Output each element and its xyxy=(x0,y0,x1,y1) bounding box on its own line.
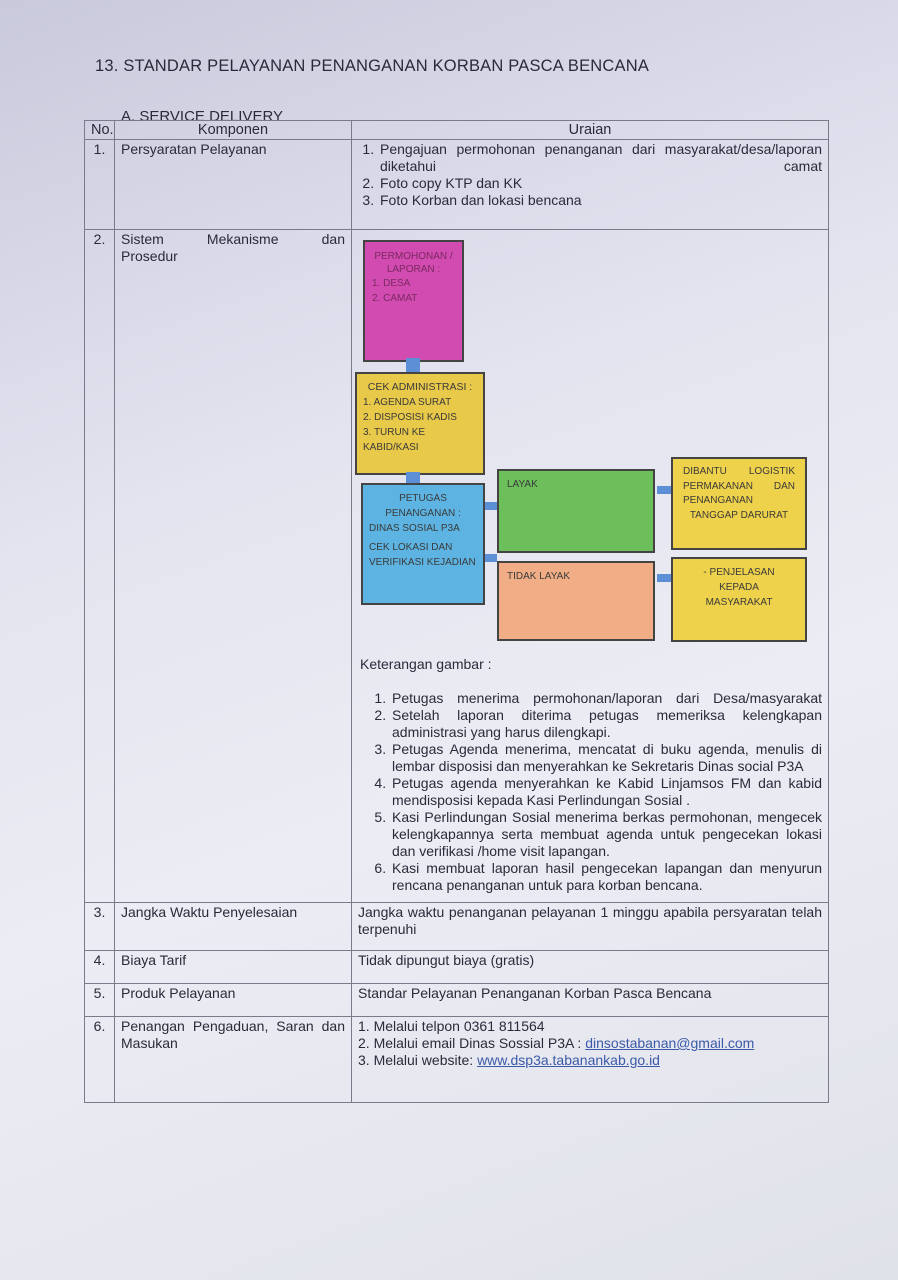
flow-permohonan-item: 1. DESA xyxy=(372,278,411,289)
flow-petugas-line: DINAS SOSIAL P3A xyxy=(369,523,460,534)
row-komponen: Sistem Mekanisme dan Prosedur xyxy=(115,230,352,903)
row-uraian: Tidak dipungut biaya (gratis) xyxy=(352,951,829,984)
flow-permohonan-item: 2. CAMAT xyxy=(372,293,418,304)
arrow-right-icon xyxy=(485,502,497,510)
flow-permohonan-box xyxy=(363,240,464,362)
arrow-right-icon xyxy=(485,554,497,562)
flow-layak-label: LAYAK xyxy=(507,479,538,490)
list-item: 2. Foto copy KTP dan KK xyxy=(378,175,822,192)
flow-cek-admin-title: CEK ADMINISTRASI : xyxy=(367,381,473,393)
flow-permohonan-title: PERMOHONAN / LAPORAN : xyxy=(374,251,453,275)
row-number: 6. xyxy=(85,1017,115,1103)
row-uraian xyxy=(352,140,829,230)
row-uraian: Jangka waktu penanganan pelayanan 1 minggu apabila persyaratan telah terpenuhi xyxy=(352,903,829,951)
list-item: 2. Setelah laporan diterima petugas memeriksa kelengkapan administrasi yang harus dilengkapi. xyxy=(390,707,822,741)
row-komponen: Persyaratan Pelayanan xyxy=(115,140,352,230)
page-title: 13. STANDAR PELAYANAN PENANGANAN KORBAN PASCA BENCANA xyxy=(95,57,650,75)
flow-cek-admin-box xyxy=(355,372,485,475)
row-number: 3. xyxy=(85,903,115,951)
list-item: 6. Kasi membuat laporan hasil pengecekan lapangan dan menyurun rencana penanganan untuk para korban bencana. xyxy=(390,860,822,894)
flow-cek-admin-item: 1. AGENDA SURAT xyxy=(363,397,452,408)
header-no: No. xyxy=(85,121,115,140)
table-row xyxy=(85,951,829,984)
row-komponen: Jangka Waktu Penyelesaian xyxy=(115,903,352,951)
list-item: 5. Kasi Perlindungan Sosial menerima berkas permohonan, mengecek kelengkapannya serta membuat agenda untuk pengecekan lokasi dan verifikasi /home visit lapangan. xyxy=(390,809,822,860)
flow-petugas-title: PETUGAS PENANGANAN : xyxy=(385,493,461,519)
row-uraian xyxy=(352,1017,829,1103)
contact-email: 2. Melalui email Dinas Sossial P3A : dinsostabanan@gmail.com xyxy=(358,1035,755,1051)
table-row xyxy=(85,230,829,903)
table-row xyxy=(85,984,829,1017)
flow-tidak-layak-box xyxy=(497,561,655,641)
table-row xyxy=(85,903,829,951)
keterangan-list xyxy=(360,690,822,894)
flow-cek-admin-item: 2. DISPOSISI KADIS xyxy=(363,412,457,423)
flow-penjelasan-label: - PENJELASAN KEPADA MASYARAKAT xyxy=(703,567,775,608)
row-komponen: Penangan Pengaduan, Saran dan Masukan xyxy=(115,1017,352,1103)
website-link[interactable]: www.dsp3a.tabanankab.go.id xyxy=(477,1052,660,1068)
flow-petugas-box xyxy=(361,483,485,605)
header-uraian: Uraian xyxy=(352,121,829,140)
table-row xyxy=(85,1017,829,1103)
table-header-row xyxy=(85,121,829,140)
section-title: A. SERVICE DELIVERY xyxy=(121,108,284,125)
row-number: 5. xyxy=(85,984,115,1017)
list-item: 4. Petugas agenda menyerahkan ke Kabid Linjamsos FM dan kabid mendisposisi kepada Kasi Perlindungan Sosial . xyxy=(390,775,822,809)
keterangan-title: Keterangan gambar : xyxy=(360,656,492,672)
row-uraian xyxy=(352,230,829,903)
flow-layak-box xyxy=(497,469,655,553)
list-item: 1. Petugas menerima permohonan/laporan dari Desa/masyarakat xyxy=(390,690,822,707)
flowchart xyxy=(360,234,822,644)
flow-dibantu-label: DIBANTU LOGISTIK PERMAKANAN DAN PENANGANAN TANGGAP DARURAT xyxy=(683,466,795,521)
row-number: 4. xyxy=(85,951,115,984)
flow-cek-admin-item: 3. TURUN KE KABID/KASI xyxy=(363,427,426,453)
email-link[interactable]: dinsostabanan@gmail.com xyxy=(585,1035,755,1051)
row-komponen: Biaya Tarif xyxy=(115,951,352,984)
row-komponen: Produk Pelayanan xyxy=(115,984,352,1017)
contact-phone: 1. Melalui telpon 0361 811564 xyxy=(358,1018,545,1034)
row-uraian: Standar Pelayanan Penanganan Korban Pasca Bencana xyxy=(352,984,829,1017)
flow-petugas-line: CEK LOKASI DAN VERIFIKASI KEJADIAN xyxy=(369,542,476,568)
list-item: 3. Petugas Agenda menerima, mencatat di buku agenda, menulis di lembar disposisi dan menyerahkan ke Sekretaris Dinas social P3A xyxy=(390,741,822,775)
table-row xyxy=(85,140,829,230)
list-item: 3. Foto Korban dan lokasi bencana xyxy=(378,192,822,209)
flow-tidak-layak-label: TIDAK LAYAK xyxy=(507,571,570,582)
header-komponen: Komponen xyxy=(115,121,352,140)
row-number: 1. xyxy=(85,140,115,230)
list-item: 1. Pengajuan permohonan penanganan dari masyarakat/desa/laporan diketahui camat xyxy=(378,141,822,175)
row-number: 2. xyxy=(85,230,115,903)
contact-website: 3. Melalui website: www.dsp3a.tabanankab.go.id xyxy=(358,1052,660,1068)
service-table xyxy=(84,120,829,1103)
flow-dibantu-box xyxy=(671,457,807,550)
flow-penjelasan-box xyxy=(671,557,807,642)
